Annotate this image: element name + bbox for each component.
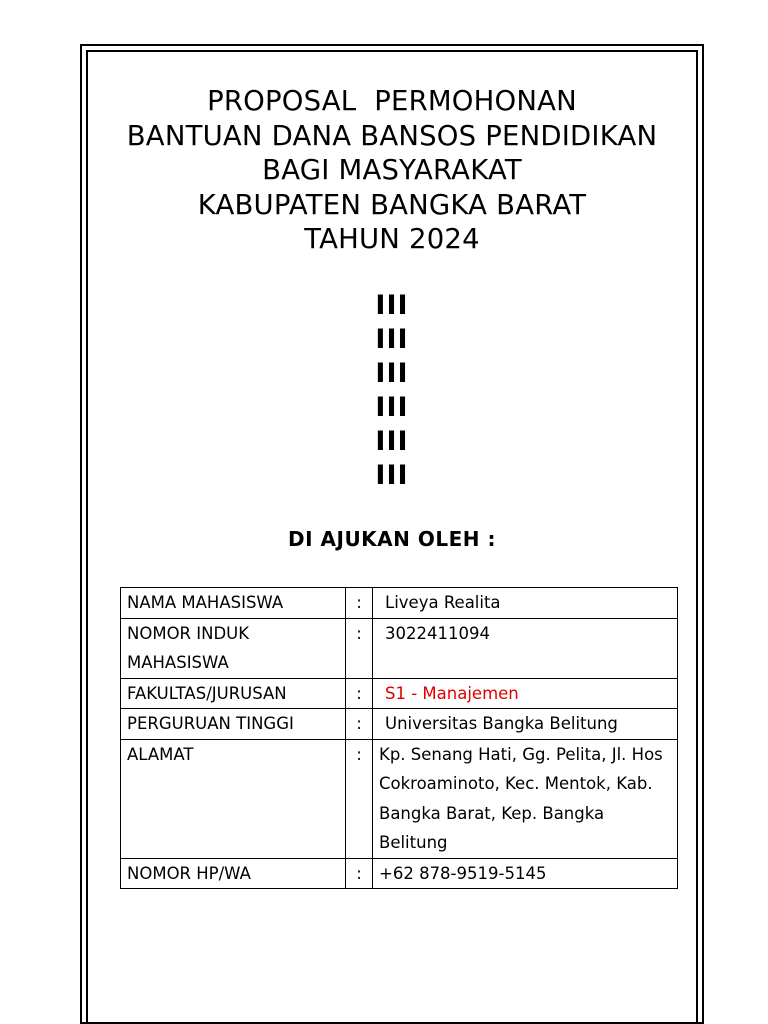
- row-separator: :: [346, 678, 373, 709]
- mark-line: III: [375, 426, 409, 457]
- row-separator: :: [346, 709, 373, 740]
- divider-marks: [0, 289, 768, 493]
- row-value: Universitas Bangka Belitung: [373, 709, 678, 740]
- mark-line: III: [375, 392, 409, 423]
- mark-line: III: [375, 324, 409, 355]
- row-value: S1 - Manajemen: [373, 678, 678, 709]
- row-value: Liveya Realita: [373, 588, 678, 619]
- mark-line: III: [375, 460, 409, 491]
- row-value: 3022411094: [373, 618, 678, 678]
- row-label: NAMA MAHASISWA: [121, 588, 346, 619]
- row-label: NOMOR INDUK MAHASISWA: [121, 618, 346, 678]
- table-row: [121, 588, 678, 619]
- title-line-4: KABUPATEN BANGKA BARAT: [197, 188, 587, 221]
- row-separator: :: [346, 588, 373, 619]
- table-row: [121, 858, 678, 889]
- title-line-2: BANTUAN DANA BANSOS PENDIDIKAN: [126, 119, 658, 152]
- row-label: FAKULTAS/JURUSAN: [121, 678, 346, 709]
- proposal-title: [0, 84, 768, 257]
- row-label: NOMOR HP/WA: [121, 858, 346, 889]
- student-info-table: [120, 587, 678, 889]
- title-line-3: BAGI MASYARAKAT: [262, 154, 522, 186]
- row-separator: :: [346, 739, 373, 858]
- row-value: +62 878-9519-5145: [373, 858, 678, 889]
- table-row: [121, 678, 678, 709]
- table-row: [121, 739, 678, 858]
- row-value: Kp. Senang Hati, Gg. Pelita, Jl. Hos Cokroaminoto, Kec. Mentok, Kab. Bangka Barat, Kep. Bangka Belitung: [373, 739, 678, 858]
- title-line-1: PROPOSAL PERMOHONAN: [207, 85, 577, 117]
- mark-line: III: [375, 358, 409, 389]
- submitted-by-heading: DI AJUKAN OLEH :: [288, 527, 496, 551]
- row-label: ALAMAT: [121, 739, 346, 858]
- mark-line: III: [375, 290, 409, 321]
- row-separator: :: [346, 618, 373, 678]
- table-row: [121, 709, 678, 740]
- title-line-5: TAHUN 2024: [304, 223, 480, 255]
- row-separator: :: [346, 858, 373, 889]
- row-label: PERGURUAN TINGGI: [121, 709, 346, 740]
- table-row: [121, 618, 678, 678]
